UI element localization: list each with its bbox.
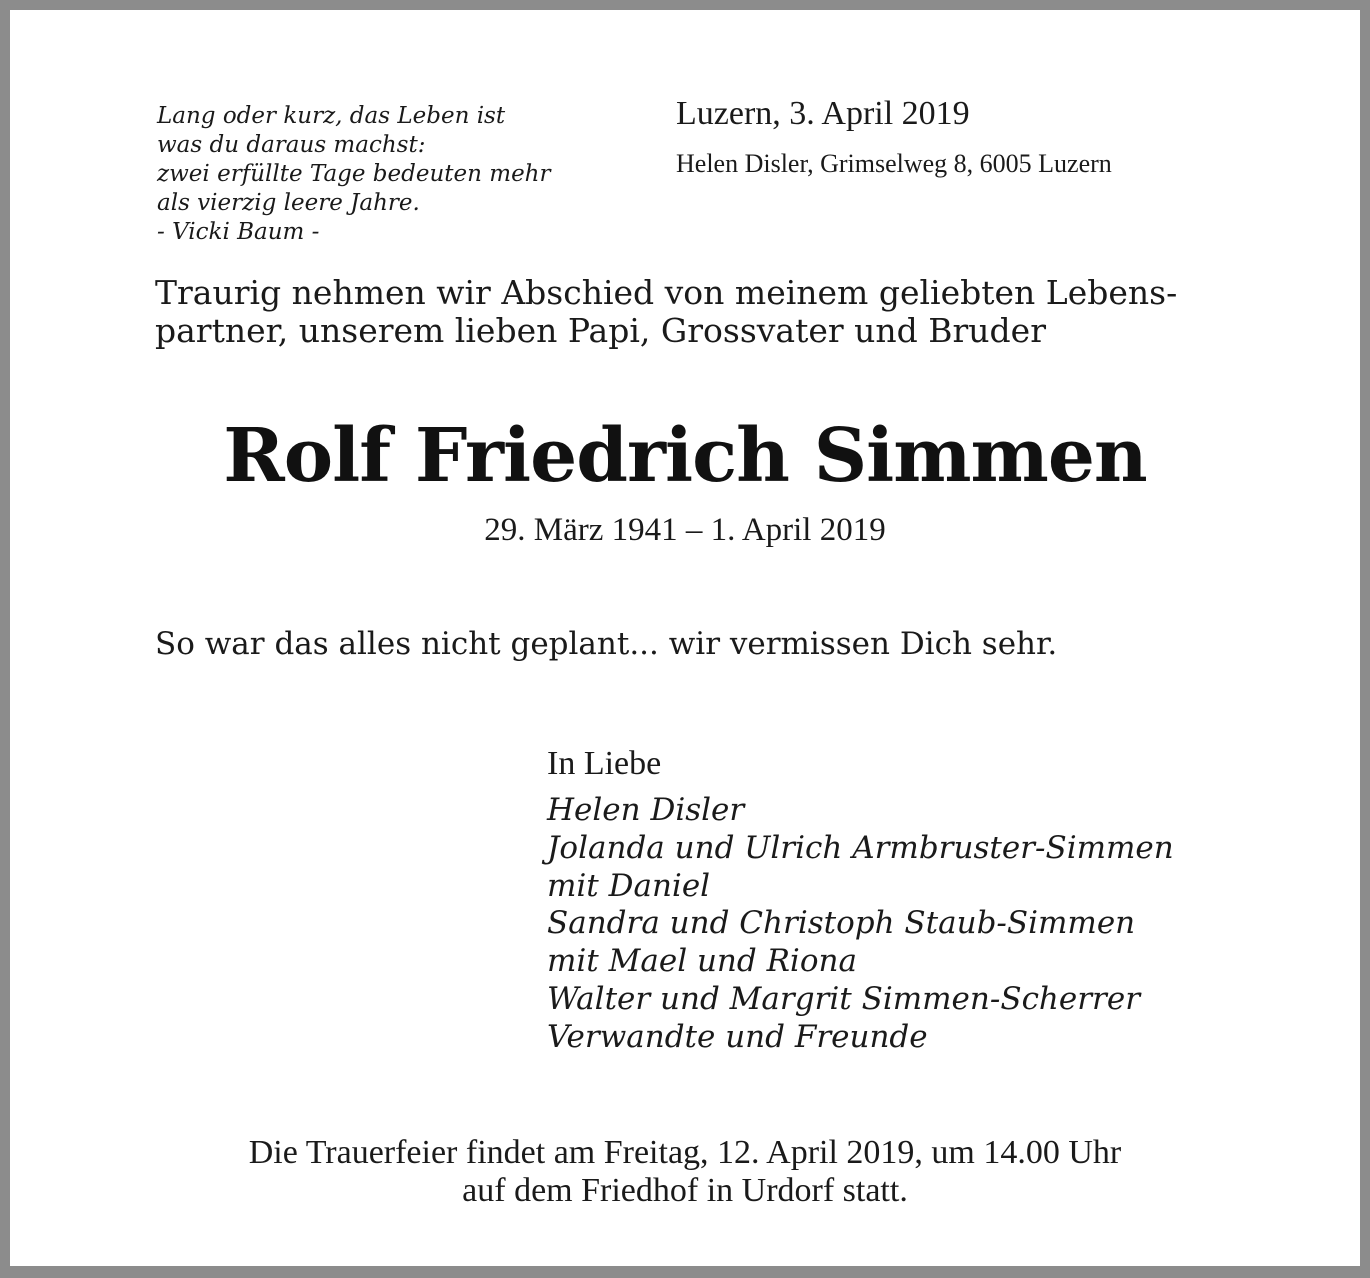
funeral-notice — [10, 1134, 1360, 1210]
quote-author: - Vicki Baum - — [157, 219, 320, 245]
mourner-line: mit Daniel — [547, 867, 711, 904]
place-date: Luzern, 3. April 2019 — [676, 95, 970, 132]
mourner-line: Verwandte und Freunde — [547, 1018, 928, 1055]
obituary-page — [10, 10, 1360, 1266]
mourner-line: Walter und Margrit Simmen-Scherrer — [547, 980, 1141, 1017]
mourner-line: Sandra und Christoph Staub-Simmen — [547, 905, 1136, 942]
quote-line: zwei erfüllte Tage bedeuten mehr — [157, 161, 551, 187]
mourner-line: mit Mael und Riona — [547, 943, 857, 980]
funeral-line: auf dem Friedhof in Urdorf statt. — [462, 1172, 908, 1209]
quote-line: was du daraus machst: — [157, 132, 426, 158]
life-dates: 29. März 1941 – 1. April 2019 — [484, 512, 886, 548]
farewell-message: So war das alles nicht geplant... wir vermissen Dich sehr. — [155, 626, 1058, 662]
quote — [157, 102, 617, 247]
mourners-list — [547, 792, 1174, 1057]
quote-line: Lang oder kurz, das Leben ist — [157, 103, 506, 129]
deceased-name: Rolf Friedrich Simmen — [223, 413, 1147, 499]
intro-text — [155, 274, 1235, 350]
mourner-line: Helen Disler — [547, 792, 745, 828]
contact-address: Helen Disler, Grimselweg 8, 6005 Luzern — [676, 149, 1112, 178]
closing-label: In Liebe — [547, 745, 662, 782]
quote-line: als vierzig leere Jahre. — [157, 190, 420, 216]
intro-line: partner, unserem lieben Papi, Grossvater und Bruder — [155, 311, 1046, 350]
funeral-line: Die Trauerfeier findet am Freitag, 12. April 2019, um 14.00 Uhr — [248, 1134, 1122, 1171]
intro-line: Traurig nehmen wir Abschied von meinem geliebten Lebens- — [155, 273, 1178, 312]
mourner-line: Jolanda und Ulrich Armbruster-Simmen — [547, 829, 1174, 866]
